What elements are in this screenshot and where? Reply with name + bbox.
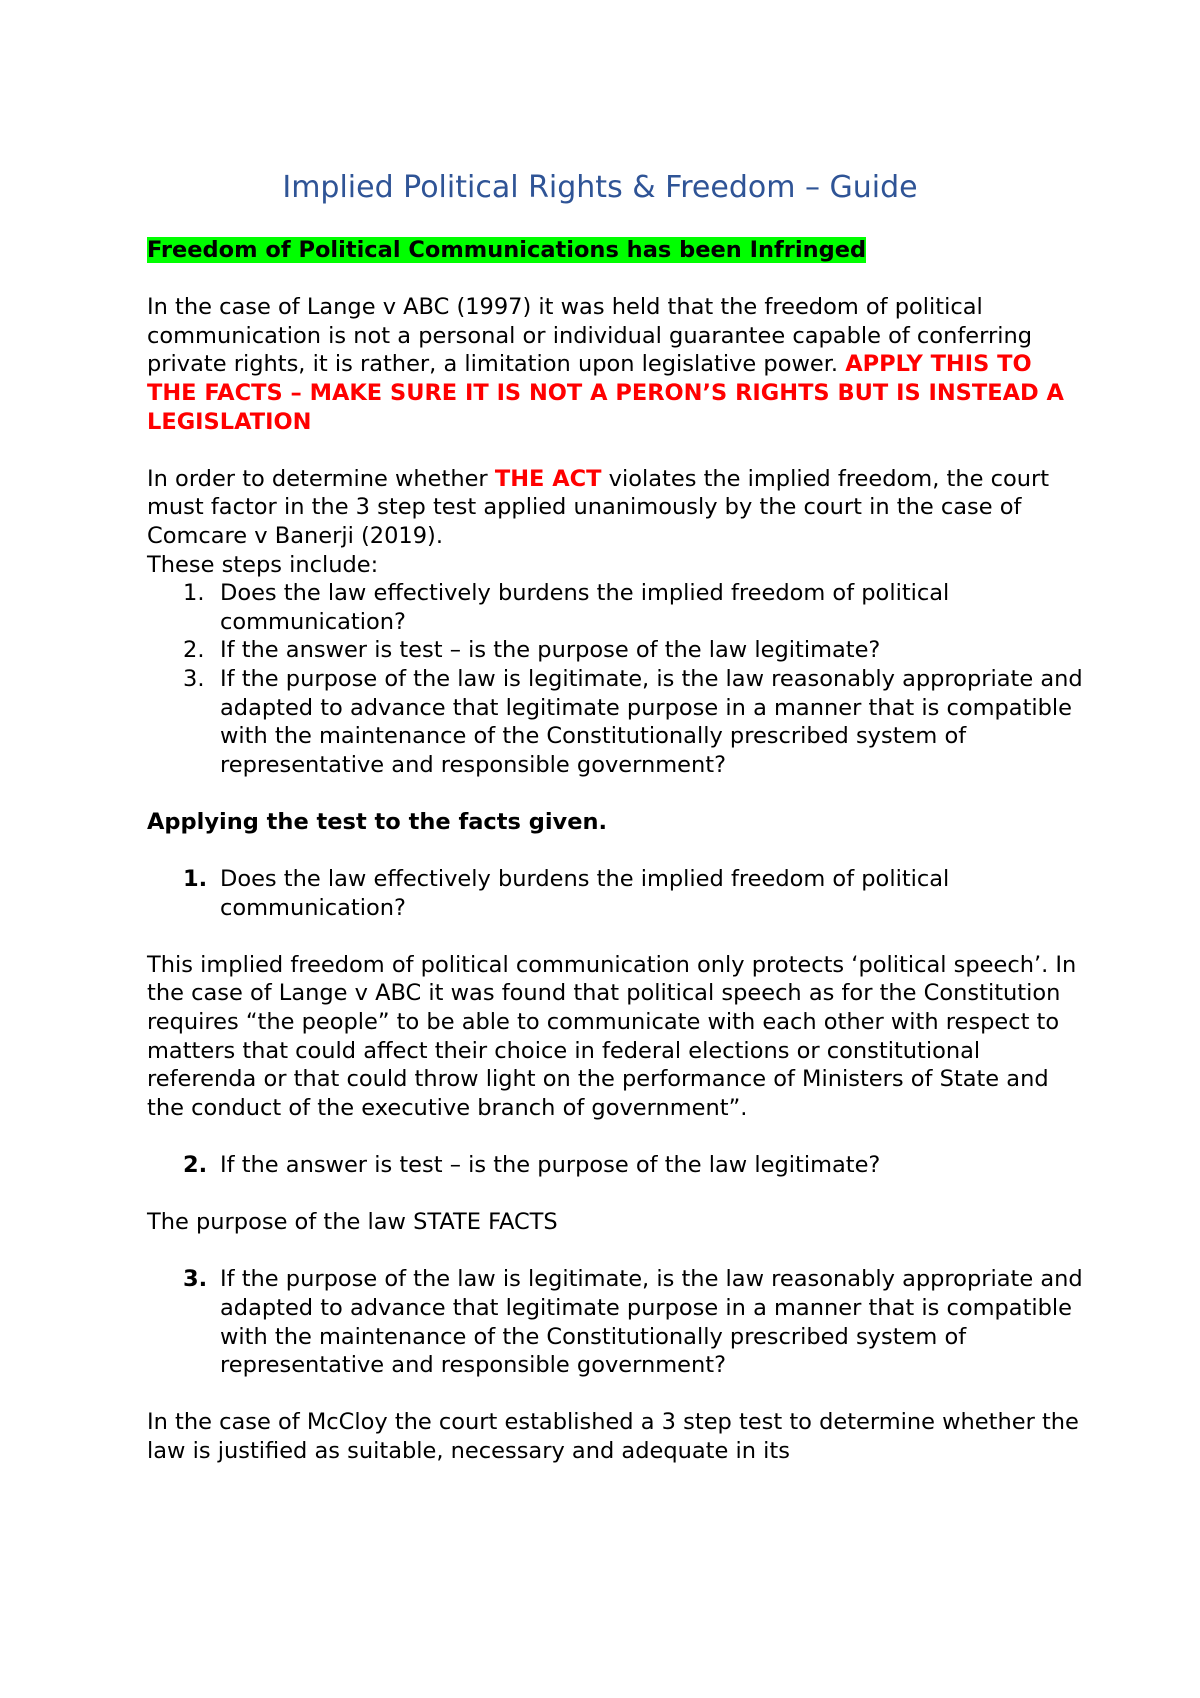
paragraph-political-speech: This implied freedom of political communication only protects ‘political speech’. In the case of Lange v ABC it was found that political speech as for the Constitution requires “the people” to be able to communicate with each other with respect to matters that could affect their choice in federal elections or constitutional referenda or that could throw light on the performance of Ministers of State and the conduct of the executive branch of government”. — [147, 951, 1077, 1121]
section-heading-applying: Applying the test to the facts given. — [147, 808, 608, 835]
section-heading — [147, 236, 1087, 265]
list-number: 2. — [183, 1152, 208, 1178]
list-item — [147, 1265, 1087, 1379]
steps-intro: These steps include: — [147, 551, 379, 578]
paragraph-text: violates the implied freedom, the court must factor in the 3 step test applied unanimously by the court in the case of Comcare v Banerji (2019). — [147, 465, 1050, 549]
paragraph-mccloy: In the case of McCloy the court established a 3 step test to determine whether the law is justified as suitable, necessary and adequate in its — [147, 1409, 1079, 1464]
paragraph-lange — [147, 293, 1087, 436]
list-text: Does the law effectively burdens the implied freedom of political communication? — [220, 580, 950, 635]
red-instruction: APPLY THIS TO THE FACTS – MAKE SURE IT IS NOT A PERON’S RIGHTS BUT IS INSTEAD A LEGISLATION — [147, 351, 1064, 435]
paragraph-purpose: The purpose of the law STATE FACTS — [147, 1209, 558, 1236]
list-item — [147, 1151, 1087, 1180]
red-emphasis: THE ACT — [494, 465, 602, 492]
list-text: If the answer is test – is the purpose of the law legitimate? — [220, 1152, 881, 1178]
list-text: If the answer is test – is the purpose of the law legitimate? — [220, 637, 881, 664]
list-number: 3. — [183, 665, 205, 692]
list-number: 1. — [183, 580, 205, 607]
steps-list — [147, 579, 1087, 779]
list-item — [147, 865, 1087, 922]
list-item — [147, 636, 1087, 665]
applied-step-1 — [147, 865, 1087, 922]
document-body — [147, 236, 1087, 1466]
list-item — [147, 579, 1087, 636]
list-text: Does the law effectively burdens the implied freedom of political communication? — [220, 866, 950, 921]
highlighted-heading: Freedom of Political Communications has been Infringed — [147, 237, 867, 263]
paragraph-test-intro — [147, 465, 1087, 551]
list-number: 1. — [183, 866, 208, 893]
paragraph-text: In order to determine whether — [147, 465, 495, 492]
applied-step-2 — [147, 1151, 1087, 1180]
list-number: 3. — [183, 1266, 208, 1293]
list-item — [147, 665, 1087, 779]
paragraph-text: In the case of Lange v ABC (1997) it was held that the freedom of political communication is not a personal or individual guarantee capable of conferring private rights, it is rather, a limitation upon legislative power. — [147, 294, 1032, 378]
document-title: Implied Political Rights & Freedom – Guide — [282, 170, 918, 205]
list-number: 2. — [183, 637, 205, 664]
list-text: If the purpose of the law is legitimate, is the law reasonably appropriate and adapted to advance that legitimate purpose in a manner that is compatible with the maintenance of the Constitutionally prescribed system of representative and responsible government? — [220, 1266, 1083, 1379]
applied-step-3 — [147, 1265, 1087, 1379]
list-text: If the purpose of the law is legitimate, is the law reasonably appropriate and adapted to advance that legitimate purpose in a manner that is compatible with the maintenance of the Constitutionally prescribed system of representative and responsible government? — [220, 665, 1083, 778]
